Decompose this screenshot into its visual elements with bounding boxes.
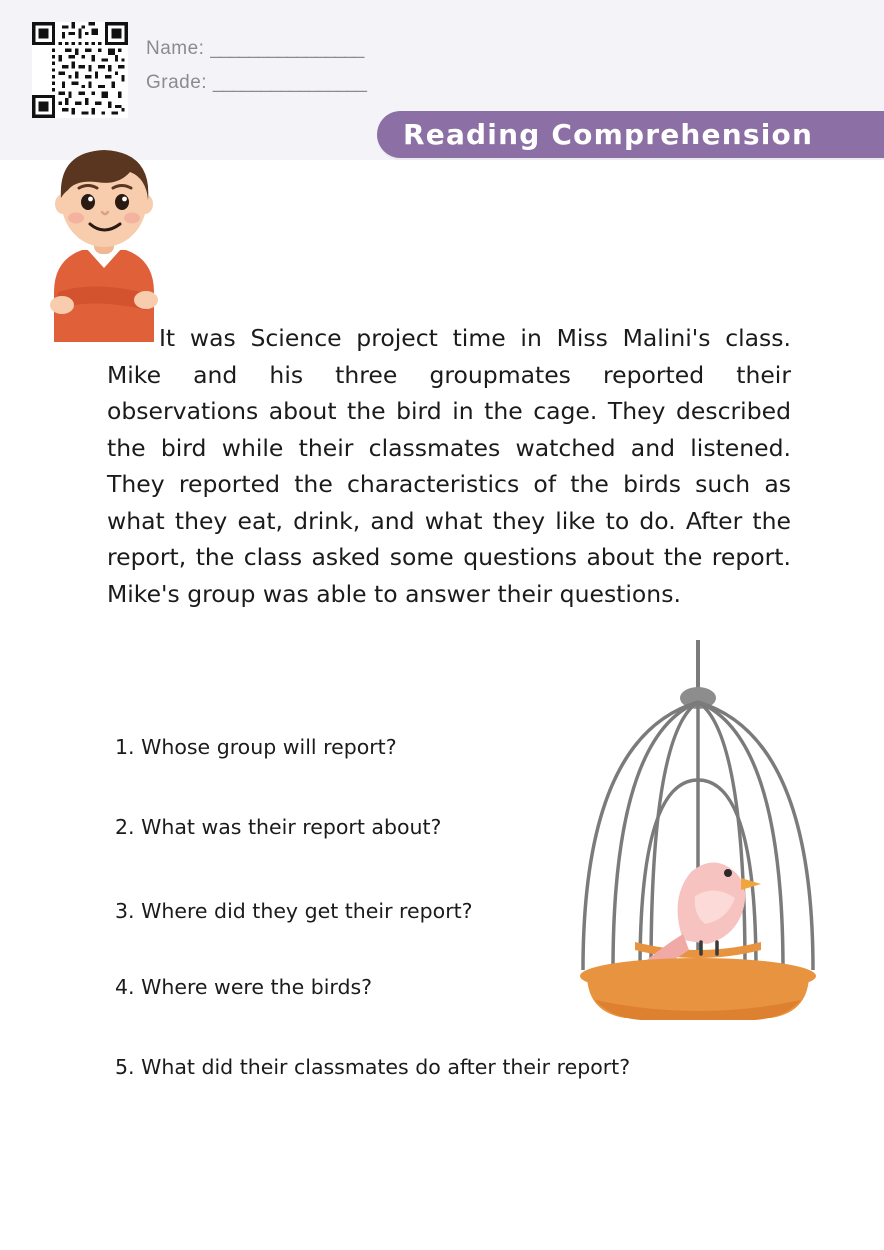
question-item: 2. What was their report about? bbox=[115, 815, 442, 839]
page-title: Reading Comprehension bbox=[403, 118, 814, 151]
questions-list bbox=[115, 735, 631, 1135]
boy-illustration bbox=[34, 142, 174, 342]
grade-label: Grade: bbox=[146, 72, 208, 93]
name-field-line bbox=[146, 38, 363, 60]
grade-input-blank[interactable]: ________________ bbox=[212, 72, 366, 93]
question-item: 5. What did their classmates do after their report? bbox=[115, 1055, 631, 1079]
grade-field-line bbox=[146, 72, 366, 94]
passage-text: It was Science project time in Miss Malini's class. Mike and his three groupmates reported their observations about the bird in the cage. They described the bird while their classmates watched and listened. They reported the characteristics of the birds such as what they eat, drink, and what they like to do. After the report, the class asked some questions about the report. Mike's group was able to answer their questions. bbox=[107, 324, 791, 608]
question-item: 1. Whose group will report? bbox=[115, 735, 397, 759]
qr-code-icon bbox=[32, 22, 128, 118]
question-item: 3. Where did they get their report? bbox=[115, 899, 473, 923]
question-item: 4. Where were the birds? bbox=[115, 975, 373, 999]
birdcage-illustration bbox=[565, 640, 835, 1030]
name-input-blank[interactable]: ________________ bbox=[210, 38, 364, 59]
title-ribbon bbox=[377, 111, 884, 158]
name-label: Name: bbox=[146, 38, 205, 59]
